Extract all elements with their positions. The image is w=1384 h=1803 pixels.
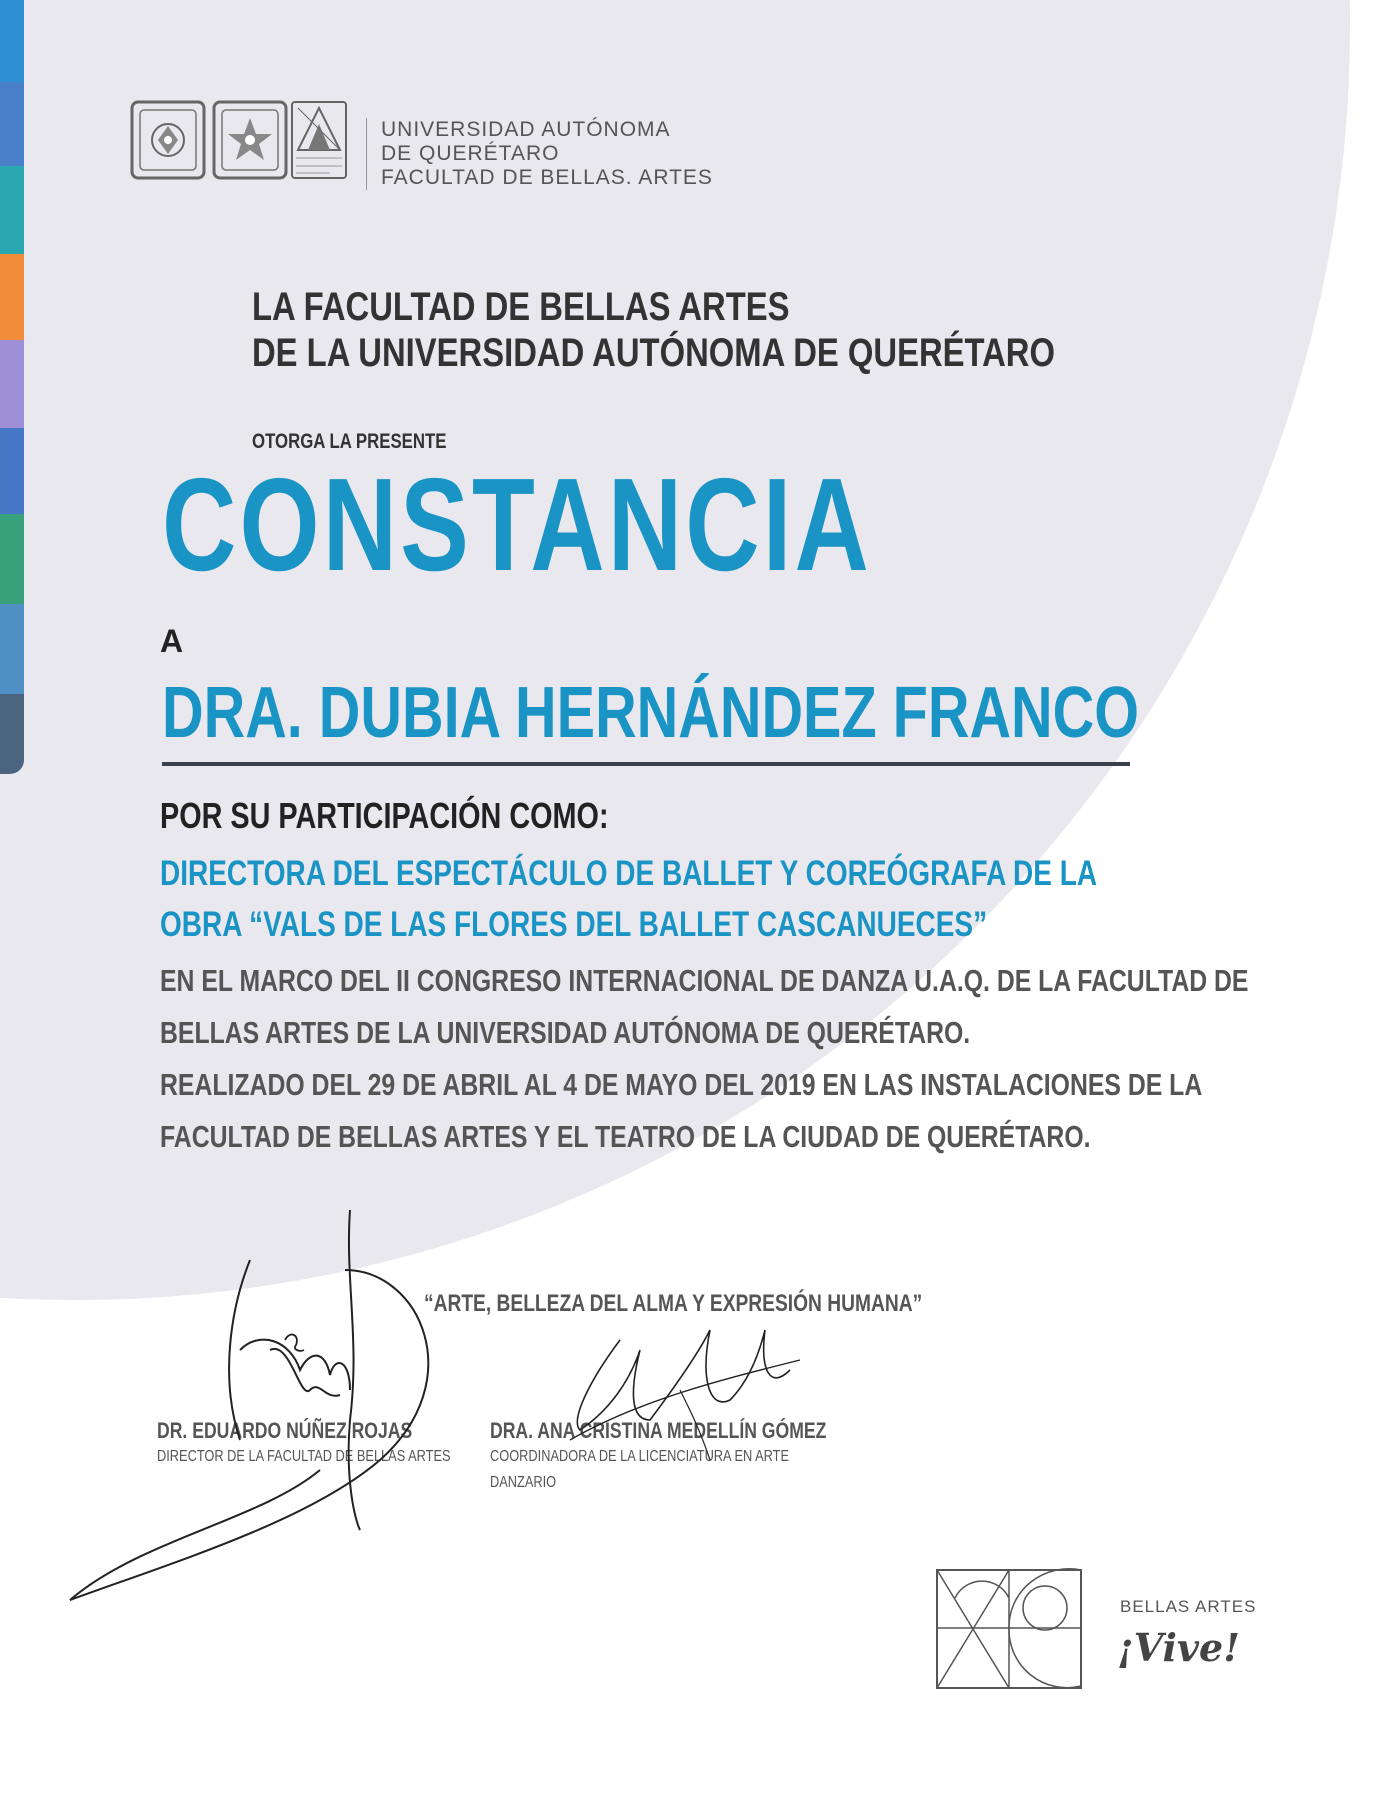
recipient-underline [162, 762, 1130, 766]
body-line-1: EN EL MARCO DEL II CONGRESO INTERNACIONAL DE DANZA U.A.Q. DE LA FACULTAD DE [160, 963, 1249, 998]
certificate-title: CONSTANCIA [162, 451, 872, 598]
color-stripe [0, 514, 24, 604]
role-line-1: DIRECTORA DEL ESPECTÁCULO DE BALLET Y COREÓGRAFA DE LA [160, 854, 1098, 893]
brand-slogan: ¡Vive! [1117, 1625, 1240, 1670]
signer-role: COORDINADORA DE LA LICENCIATURA EN ARTE [490, 1448, 789, 1465]
color-stripe [0, 0, 24, 82]
signer-name: DRA. ANA CRISTINA MEDELLÍN GÓMEZ [490, 1418, 827, 1443]
role-line-2: OBRA “VALS DE LAS FLORES DEL BALLET CASCANUECES” [160, 905, 988, 944]
body-line-2: BELLAS ARTES DE LA UNIVERSIDAD AUTÓNOMA DE QUERÉTARO. [160, 1015, 971, 1050]
to-label: A [160, 623, 184, 659]
color-stripe [0, 254, 24, 340]
institution-heading [252, 284, 1055, 376]
faculty-seal-icon [212, 100, 288, 180]
motto: “ARTE, BELLEZA DEL ALMA Y EXPRESIÓN HUMANA” [424, 1290, 923, 1317]
grant-label: OTORGA LA PRESENTE [252, 430, 447, 453]
body-line-4: FACULTAD DE BELLAS ARTES Y EL TEATRO DE LA CIUDAD DE QUERÉTARO. [160, 1119, 1091, 1154]
university-line-1: UNIVERSIDAD AUTÓNOMA [381, 118, 671, 141]
participation-role [160, 848, 1097, 950]
color-stripe [0, 604, 24, 694]
color-stripe [0, 166, 24, 254]
color-stripe [0, 340, 24, 428]
bellas-artes-vive-logo-icon [935, 1568, 1083, 1690]
color-stripe [0, 82, 24, 166]
brand-name: BELLAS ARTES [1120, 1597, 1257, 1616]
color-stripe [0, 428, 24, 514]
body-line-3: REALIZADO DEL 29 DE ABRIL AL 4 DE MAYO DEL 2019 EN LAS INSTALACIONES DE LA [160, 1067, 1203, 1102]
director-signature [60, 1200, 460, 1620]
uaq-seal-icon [130, 100, 206, 180]
heading-line-1: LA FACULTAD DE BELLAS ARTES [252, 285, 790, 329]
signer-role: DIRECTOR DE LA FACULTAD DE BELLAS ARTES [157, 1448, 451, 1465]
signer-role-cont: DANZARIO [490, 1474, 557, 1491]
event-description [160, 955, 1248, 1163]
university-name [366, 118, 713, 190]
recipient-name: DRA. DUBIA HERNÁNDEZ FRANCO [162, 673, 1140, 753]
university-line-3: FACULTAD DE BELLAS. ARTES [381, 166, 713, 189]
participation-label: POR SU PARTICIPACIÓN COMO: [160, 795, 609, 836]
university-line-2: DE QUERÉTARO [381, 142, 560, 165]
heading-line-2: DE LA UNIVERSIDAD AUTÓNOMA DE QUERÉTARO [252, 331, 1056, 375]
coordinator-signature [550, 1320, 810, 1470]
color-stripe [0, 694, 24, 774]
bellas-artes-logo-icon [290, 100, 348, 180]
signer-name: DR. EDUARDO NÚÑEZ ROJAS [157, 1418, 413, 1443]
